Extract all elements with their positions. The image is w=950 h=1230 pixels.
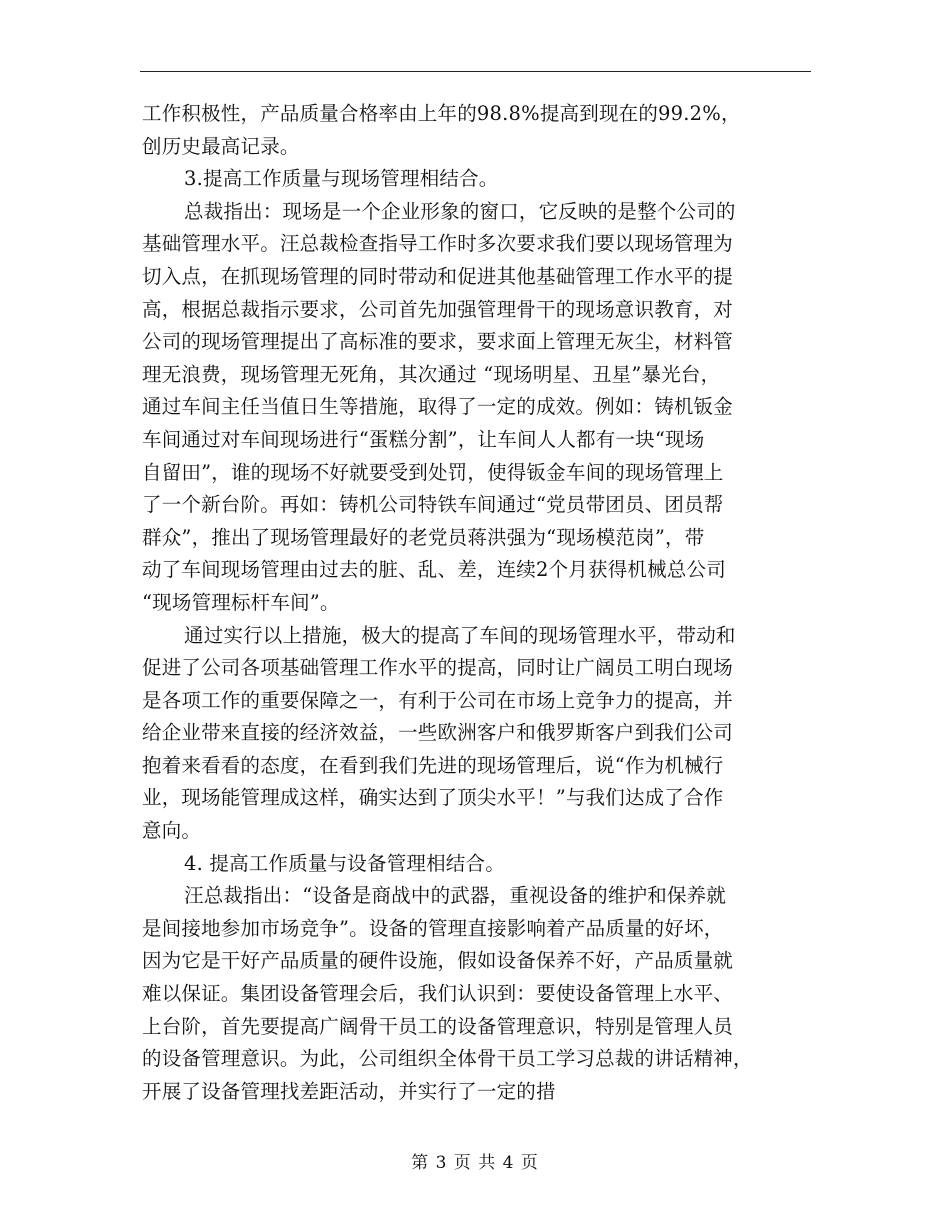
text-line: 4. 提高工作质量与设备管理相结合。 xyxy=(184,851,505,875)
text-line: 开展了设备管理找差距活动，并实行了一定的措 xyxy=(142,1079,556,1103)
text-line: “现场管理标杆车间”。 xyxy=(142,590,340,614)
text-line: 给企业带来直接的经济效益，一些欧洲客户和俄罗斯客户到我们公司 xyxy=(142,721,734,745)
text-line: 群众”，推出了现场管理最好的老党员蒋洪强为“现场模范岗”，带 xyxy=(142,525,705,549)
text-line: 车间通过对车间现场进行“蛋糕分割”，让车间人人都有一块“现场 xyxy=(142,427,705,451)
text-line: 上台阶，首先要提高广阔骨干员工的设备管理意识，特别是管理人员 xyxy=(142,1014,734,1038)
text-line: 总裁指出：现场是一个企业形象的窗口，它反映的是整个公司的 xyxy=(184,199,736,223)
page-footer: 第 3 页 共 4 页 xyxy=(411,1153,539,1173)
text-line: 的设备管理意识。为此，公司组织全体骨干员工学习总裁的讲话精神， xyxy=(142,1047,753,1071)
text-line: 是各项工作的重要保障之一，有利于公司在市场上竞争力的提高，并 xyxy=(142,688,734,712)
text-line: 基础管理水平。汪总裁检查指导工作时多次要求我们要以现场管理为 xyxy=(142,232,734,256)
text-line: 通过实行以上措施，极大的提高了车间的现场管理水平，带动和 xyxy=(184,623,736,647)
text-line: 了一个新台阶。再如：铸机公司特铁车间通过“党员带团员、团员帮 xyxy=(142,493,724,517)
text-line: 切入点，在抓现场管理的同时带动和促进其他基础管理工作水平的提 xyxy=(142,264,734,288)
text-line: 意向。 xyxy=(142,819,202,843)
text-line: 工作积极性，产品质量合格率由上年的98.8%提高到现在的99.2%， xyxy=(142,102,741,125)
text-line: 3.提高工作质量与现场管理相结合。 xyxy=(184,167,499,191)
text-line: 因为它是干好产品质量的硬件设施，假如设备保养不好，产品质量就 xyxy=(142,949,734,973)
text-line: 促进了公司各项基础管理工作水平的提高，同时让广阔员工明白现场 xyxy=(142,656,734,680)
header-rule xyxy=(140,71,811,72)
text-line: 自留田”，谁的现场不好就要受到处罚，使得钣金车间的现场管理上 xyxy=(142,460,724,484)
text-line: 高，根据总裁指示要求，公司首先加强管理骨干的现场意识教育，对 xyxy=(142,297,734,321)
text-line: 动了车间现场管理由过去的脏、乱、差，连续2个月获得机械总公司 xyxy=(142,558,726,582)
text-line: 公司的现场管理提出了高标准的要求，要求面上管理无灰尘，材料管 xyxy=(142,330,734,354)
text-line: 难以保证。集团设备管理会后，我们认识到：要使设备管理上水平、 xyxy=(142,982,734,1006)
text-line: 汪总裁指出：“设备是商战中的武器，重视设备的维护和保养就 xyxy=(184,884,727,908)
text-line: 理无浪费，现场管理无死角，其次通过 “现场明星、丑星”暴光台， xyxy=(142,362,721,386)
text-line: 创历史最高记录。 xyxy=(142,134,300,158)
text-line: 抱着来看看的态度，在看到我们先进的现场管理后，说“作为机械行 xyxy=(142,753,724,777)
text-line: 通过车间主任当值日生等措施，取得了一定的成效。例如：铸机钣金 xyxy=(142,395,734,419)
body-text xyxy=(142,98,810,1108)
text-line: 是间接地参加市场竞争”。设备的管理直接影响着产品质量的好坏， xyxy=(142,916,724,940)
text-line: 业，现场能管理成这样，确实达到了顶尖水平！”与我们达成了合作 xyxy=(142,786,724,810)
